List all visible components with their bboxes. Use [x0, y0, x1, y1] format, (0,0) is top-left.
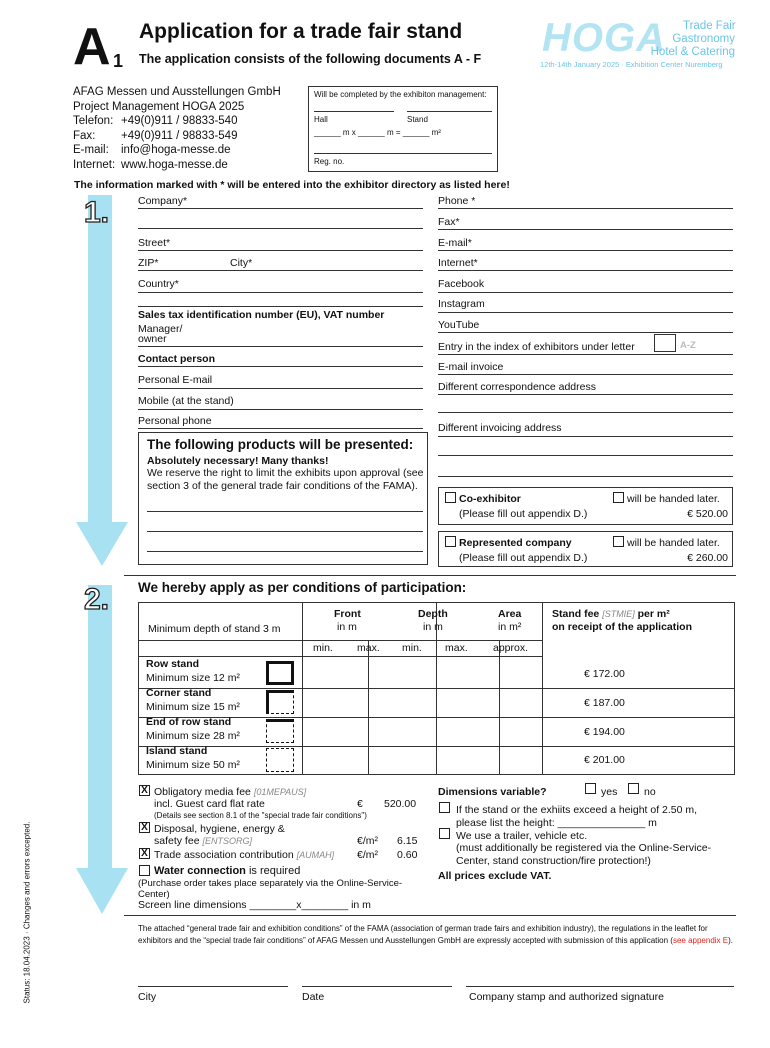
doc-letter: A: [73, 18, 111, 76]
company-field-label: Company*: [138, 195, 188, 207]
personal-phone-label: Personal phone: [138, 415, 212, 427]
zip-input-line[interactable]: [138, 270, 423, 271]
section-divider: [124, 575, 736, 576]
island-stand-icon: [266, 748, 294, 772]
date-label: Date: [302, 991, 325, 1003]
assoc-fee-code: [AUMAH]: [296, 850, 335, 860]
youtube-input-line[interactable]: [438, 332, 733, 333]
city-signature-line[interactable]: [138, 986, 288, 987]
facebook-field-label: Facebook: [438, 278, 485, 290]
contact-person-line[interactable]: [138, 366, 423, 367]
email-value[interactable]: info@hoga-messe.de: [121, 144, 231, 157]
logo-text: HOGA: [542, 16, 666, 60]
instagram-field-label: Instagram: [438, 298, 485, 310]
internet-field-label: Internet*: [438, 257, 478, 269]
fax-field-label: Fax*: [438, 216, 460, 228]
fee-condition: on receipt of the application: [552, 621, 693, 633]
internet-input-line[interactable]: [438, 270, 733, 271]
coexhibitor-later-checkbox[interactable]: [613, 492, 624, 503]
reg-label: Reg. no.: [314, 157, 345, 166]
mobile-label: Mobile (at the stand): [138, 395, 234, 407]
internet-value[interactable]: www.hoga-messe.de: [121, 158, 228, 171]
products-line-2[interactable]: [147, 531, 423, 532]
email-label: E-mail:: [73, 144, 109, 157]
youtube-field-label: YouTube: [438, 319, 480, 331]
assoc-fee-unit: €/m²: [357, 849, 378, 861]
products-line-3[interactable]: [147, 551, 423, 552]
legal-text-b: ).: [728, 935, 733, 945]
trailer-label: We use a trailer, vehicle etc.: [456, 830, 588, 842]
represented-price: € 260.00: [687, 552, 728, 564]
island-stand-min: Minimum size 50 m²: [146, 759, 240, 771]
correspondence-line-1[interactable]: [438, 394, 733, 395]
index-divider: [438, 354, 733, 355]
stamp-signature-line[interactable]: [466, 986, 734, 987]
disposal-fee-unit: €/m²: [357, 835, 378, 847]
invoice-email-label: E-mail invoice: [438, 361, 504, 373]
depth-max: max.: [445, 642, 468, 654]
area-approx: approx.: [493, 642, 529, 654]
media-fee-label: [154, 786, 306, 798]
corner-stand-icon: [266, 690, 294, 714]
correspondence-line-2[interactable]: [438, 412, 733, 413]
disposal-fee-checkbox[interactable]: X: [139, 822, 150, 833]
dimensions-no-label: no: [644, 786, 656, 798]
phone-label: Telefon:: [73, 115, 114, 128]
signature-label: Company stamp and authorized signature: [469, 991, 664, 1003]
col-area: Area: [498, 608, 522, 620]
street-field-label: Street*: [138, 237, 171, 249]
instagram-input-line[interactable]: [438, 312, 733, 313]
media-fee-price: 520.00: [384, 798, 417, 810]
water-text: Water connection: [154, 865, 246, 877]
coexhibitor-note: (Please fill out appendix D.): [459, 508, 588, 520]
water-label: [154, 865, 300, 877]
corner-stand-price: € 187.00: [584, 697, 625, 709]
contact-person-label: Contact person: [138, 353, 216, 365]
directory-notice: The information marked with * will be entered into the exhibitor directory as listed here!: [74, 179, 510, 191]
row-stand-min: Minimum size 12 m²: [146, 672, 240, 684]
zip-field-label: ZIP*: [138, 257, 159, 269]
represented-later-checkbox[interactable]: [613, 536, 624, 547]
col-area-unit: in m²: [498, 621, 522, 633]
mobile-line[interactable]: [138, 409, 423, 410]
company-input-line[interactable]: [138, 208, 423, 209]
arrow-head-2: [76, 868, 128, 918]
internet-label: Internet:: [73, 158, 116, 171]
trailer-checkbox[interactable]: [439, 828, 450, 839]
footer-divider: [124, 915, 736, 916]
corner-stand-label: Corner stand: [146, 687, 212, 699]
fax-value: +49(0)911 / 98833-549: [121, 129, 238, 142]
products-note: Absolutely necessary! Many thanks!: [147, 455, 329, 467]
media-fee-code: [01MEPAUS]: [253, 787, 307, 797]
logo-line-3: Hotel & Catering: [650, 46, 735, 58]
height-label[interactable]: If the stand or the exhiits exceed a height of 2.50 m, please list the height: _______________ m: [456, 804, 698, 829]
facebook-input-line[interactable]: [438, 292, 733, 293]
vat-field-label: Sales tax identification number (EU), VAT number: [138, 309, 385, 321]
legal-text-a: The attached “general trade fair and exhibition conditions” of the FAMA (association of german trade fairs and exhibition industry), the regulations in the leaflet for exhibitors and the “special trade fair conditions” of AFAG Messen und Ausstellungen GmbH are expressly accepted with submission of this application (: [138, 924, 708, 945]
media-fee-note: (Details see section 8.1 of the "special trade fair conditions"): [154, 811, 367, 820]
water-text-2: is required: [248, 865, 301, 877]
phone-field-label: Phone *: [438, 195, 476, 207]
represented-later-label: will be handed later.: [627, 537, 720, 549]
fax-input-line[interactable]: [438, 229, 733, 230]
assoc-fee-checkbox[interactable]: X: [139, 848, 150, 859]
fee-unit: per m²: [637, 608, 670, 620]
represented-label: Represented company: [459, 537, 572, 549]
invoicing-line-2[interactable]: [438, 455, 733, 456]
logo-line-1: Trade Fair: [683, 20, 736, 32]
end-row-stand-label: End of row stand: [146, 716, 232, 728]
doc-number: 1: [113, 51, 124, 71]
personal-email-line[interactable]: [138, 388, 423, 389]
section-1-number: 1.: [84, 196, 110, 229]
dimensions-yes-label: yes: [601, 786, 618, 798]
index-letter-label: Entry in the index of exhibitors under letter: [438, 341, 635, 353]
fee-title: Stand fee: [552, 608, 600, 620]
city-label: City: [138, 991, 157, 1003]
invoicing-line-3[interactable]: [438, 476, 733, 477]
fax-label: Fax:: [73, 129, 96, 142]
manager-field-label: Manager/: [138, 323, 183, 335]
fee-code: [STMIE]: [602, 609, 635, 619]
represented-checkbox[interactable]: [445, 536, 456, 547]
col-depth-unit: in m: [423, 621, 443, 633]
phone-value: +49(0)911 / 98833-540: [121, 115, 238, 128]
col-fee: [552, 608, 670, 620]
screen-line-dims[interactable]: Screen line dimensions ________x________ in m: [138, 899, 371, 911]
page-subtitle: The application consists of the following documents A - F: [139, 52, 482, 66]
status-note: Status: 18.04.2023 · Changes and errors excepted.: [22, 821, 32, 1004]
dimensions-variable-label: Dimensions variable?: [438, 786, 547, 798]
media-fee-text: Obligatory media fee: [154, 786, 251, 798]
coexhibitor-label: Co-exhibitor: [459, 493, 521, 505]
represented-box: [438, 531, 733, 567]
dimension-fields[interactable]: ______ m x ______ m = ______ m²: [314, 128, 441, 137]
index-letter-hint: A-Z: [680, 340, 696, 351]
water-note: (Purchase order takes place separately via the Online-Service-Center): [138, 878, 403, 900]
end-row-stand-min: Minimum size 28 m²: [146, 730, 240, 742]
water-checkbox[interactable]: [139, 865, 150, 876]
depth-min: min.: [402, 642, 422, 654]
hall-label: Hall: [314, 115, 328, 124]
products-text: We reserve the right to limit the exhibits upon approval (see section 3 of the general trade fair conditions of the FAMA).: [147, 467, 424, 492]
row-stand-price: € 172.00: [584, 668, 625, 680]
management-title: Will be completed by the exhibiton management:: [314, 90, 487, 99]
vat-note: All prices exclude VAT.: [438, 870, 552, 882]
manager-input-line[interactable]: [138, 346, 423, 347]
disposal-fee-code: [ENTSORG]: [202, 836, 252, 846]
end-row-stand-price: € 194.00: [584, 726, 625, 738]
date-signature-line[interactable]: [302, 986, 452, 987]
participation-title: We hereby apply as per conditions of participation:: [138, 580, 467, 595]
min-depth-label: Minimum depth of stand 3 m: [148, 623, 281, 635]
section-2-number: 2.: [84, 583, 110, 616]
invoicing-line-1[interactable]: [438, 436, 733, 437]
coexhibitor-price: € 520.00: [687, 508, 728, 520]
country-input-line[interactable]: [138, 292, 423, 293]
assoc-fee-text: Trade association contribution: [154, 849, 294, 861]
assoc-fee-price: 0.60: [397, 849, 418, 861]
coexhibitor-checkbox[interactable]: [445, 492, 456, 503]
legal-text: [138, 923, 734, 946]
hoga-logo: [538, 16, 738, 72]
front-min: min.: [313, 642, 333, 654]
email-input-line[interactable]: [438, 250, 733, 251]
products-title: The following products will be presented:: [147, 437, 414, 452]
index-letter-input[interactable]: [654, 334, 676, 352]
disposal-fee-price: 6.15: [397, 835, 418, 847]
owner-field-label: owner: [138, 333, 167, 345]
page-title: Application for a trade fair stand: [139, 20, 463, 43]
doc-badge: [73, 18, 127, 76]
logo-date: 12th-14th January 2025 · Exhibition Center Nuremberg: [540, 60, 723, 69]
media-fee-currency: €: [357, 798, 363, 810]
row-stand-icon: [266, 661, 294, 685]
coexhibitor-later-label: will be handed later.: [627, 493, 720, 505]
disposal-fee-label-2: [154, 835, 252, 847]
represented-note: (Please fill out appendix D.): [459, 552, 588, 564]
products-box: [138, 432, 428, 565]
email-field-label: E-mail*: [438, 237, 472, 249]
country-field-label: Country*: [138, 278, 179, 290]
street-input-line[interactable]: [138, 250, 423, 251]
corner-stand-min: Minimum size 15 m²: [146, 701, 240, 713]
organizer-contact: [73, 85, 281, 173]
invoice-email-line[interactable]: [438, 374, 733, 375]
legal-link[interactable]: see appendix E: [672, 935, 729, 945]
trailer-note: (must additionally be registered via the Online-Service-Center, stand construction/fire protection!): [456, 842, 712, 867]
row-stand-label: Row stand: [146, 658, 200, 670]
personal-email-label: Personal E-mail: [138, 374, 213, 386]
invoicing-address-label: Different invoicing address: [438, 422, 562, 434]
management-box: [308, 86, 498, 172]
products-line-1[interactable]: [147, 511, 423, 512]
logo-line-2: Gastronomy: [672, 33, 735, 45]
personal-phone-line[interactable]: [138, 428, 423, 429]
end-row-stand-icon: [266, 719, 294, 743]
height-checkbox[interactable]: [439, 802, 450, 813]
arrow-head-1: [76, 522, 128, 568]
dimensions-no-checkbox[interactable]: [628, 783, 639, 794]
dimensions-yes-checkbox[interactable]: [585, 783, 596, 794]
col-front: Front: [334, 608, 361, 620]
disposal-fee-label: Disposal, hygiene, energy &: [154, 823, 285, 835]
col-front-unit: in m: [337, 621, 357, 633]
correspondence-address-label: Different correspondence address: [438, 381, 596, 393]
col-depth: Depth: [418, 608, 448, 620]
city-field-label: City*: [230, 257, 253, 269]
phone-input-line[interactable]: [438, 208, 733, 209]
island-stand-price: € 201.00: [584, 754, 625, 766]
country-input-line-2[interactable]: [138, 306, 423, 307]
coexhibitor-box: [438, 487, 733, 525]
media-fee-checkbox[interactable]: X: [139, 785, 150, 796]
organizer-name: AFAG Messen und Ausstellungen GmbH: [73, 86, 281, 98]
island-stand-label: Island stand: [146, 745, 208, 757]
assoc-fee-label: [154, 849, 334, 861]
organizer-department: Project Management HOGA 2025: [73, 100, 245, 113]
stand-label: Stand: [407, 115, 428, 124]
front-max: max.: [357, 642, 380, 654]
company-input-line-2[interactable]: [138, 228, 423, 229]
disposal-fee-text: safety fee: [154, 835, 200, 847]
media-fee-label-2: incl. Guest card flat rate: [154, 798, 265, 810]
